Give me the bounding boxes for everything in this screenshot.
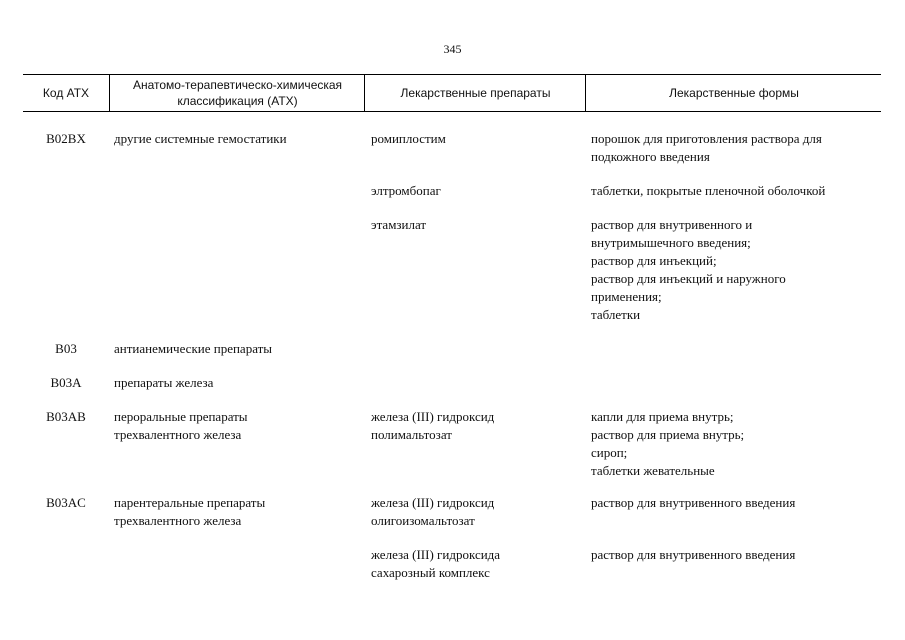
dosage-form-cell <box>591 546 881 564</box>
cell-line: олигоизомальтозат <box>371 513 475 528</box>
dosage-form-cell <box>591 182 881 200</box>
atc-code-cell: B03A <box>50 375 82 390</box>
cell-line: препараты железа <box>114 375 214 390</box>
cell-line: трехвалентного железа <box>114 513 242 528</box>
drug-name-cell <box>371 546 581 582</box>
header-atc-code: Код АТХ <box>42 86 90 100</box>
dosage-form-cell <box>591 408 881 480</box>
cell-line: сахарозный комплекс <box>371 565 490 580</box>
page-number: 345 <box>443 42 462 56</box>
atc-code-cell: B03AB <box>46 409 86 424</box>
cell-line: железа (III) гидроксид <box>371 409 495 424</box>
dosage-form-cell <box>591 494 881 512</box>
dosage-form-cell <box>591 216 881 324</box>
header-atc-classification: Анатомо-терапевтическо-химическая классификация (АТХ) <box>109 75 365 111</box>
cell-line: таблетки, покрытые пленочной оболочкой <box>591 183 826 198</box>
table-row <box>23 216 881 326</box>
drug-name-cell <box>371 130 581 148</box>
atc-classification-cell <box>114 494 359 530</box>
cell-line: раствор для инъекций и наружного <box>591 271 786 286</box>
cell-line: антианемические препараты <box>114 341 273 356</box>
atc-code-cell: B03 <box>55 341 77 356</box>
cell-line: раствор для внутривенного введения <box>591 495 796 510</box>
cell-line: пероральные препараты <box>114 409 248 424</box>
table-row <box>23 374 881 396</box>
atc-classification-cell <box>114 130 359 148</box>
cell-line: таблетки <box>591 307 641 322</box>
cell-line: полимальтозат <box>371 427 452 442</box>
drug-name-cell <box>371 182 581 200</box>
cell-line: капли для приема внутрь; <box>591 409 734 424</box>
atc-code-cell: B02BX <box>46 131 86 146</box>
atc-classification-cell <box>114 408 359 444</box>
cell-line: этамзилат <box>371 217 427 232</box>
cell-line: применения; <box>591 289 662 304</box>
table-row <box>23 408 881 480</box>
atc-code-cell: B03AC <box>46 495 86 510</box>
dosage-form-cell <box>591 130 881 166</box>
cell-line: подкожного введения <box>591 149 710 164</box>
cell-line: трехвалентного железа <box>114 427 242 442</box>
cell-line: раствор для внутривенного введения <box>591 547 796 562</box>
drug-name-cell <box>371 216 581 234</box>
table-row <box>23 340 881 362</box>
cell-line: железа (III) гидроксида <box>371 547 501 562</box>
table-row <box>23 494 881 534</box>
table-row <box>23 182 881 204</box>
cell-line: порошок для приготовления раствора для <box>591 131 822 146</box>
cell-line: элтромбопаг <box>371 183 441 198</box>
header-dosage-forms: Лекарственные формы <box>585 75 882 111</box>
table-row <box>23 546 881 586</box>
cell-line: таблетки жевательные <box>591 463 715 478</box>
header-drugs: Лекарственные препараты <box>364 75 586 111</box>
cell-line: раствор для внутривенного и <box>591 217 753 232</box>
cell-line: сироп; <box>591 445 628 460</box>
atc-classification-cell <box>114 374 359 392</box>
table-header <box>23 74 881 112</box>
atc-table <box>23 74 881 580</box>
cell-line: раствор для приема внутрь; <box>591 427 745 442</box>
cell-line: раствор для инъекций; <box>591 253 717 268</box>
drug-name-cell <box>371 494 581 530</box>
table-row <box>23 130 881 170</box>
drug-name-cell <box>371 408 581 444</box>
cell-line: железа (III) гидроксид <box>371 495 495 510</box>
cell-line: ромиплостим <box>371 131 446 146</box>
cell-line: внутримышечного введения; <box>591 235 751 250</box>
atc-classification-cell <box>114 340 359 358</box>
cell-line: другие системные гемостатики <box>114 131 287 146</box>
cell-line: парентеральные препараты <box>114 495 266 510</box>
